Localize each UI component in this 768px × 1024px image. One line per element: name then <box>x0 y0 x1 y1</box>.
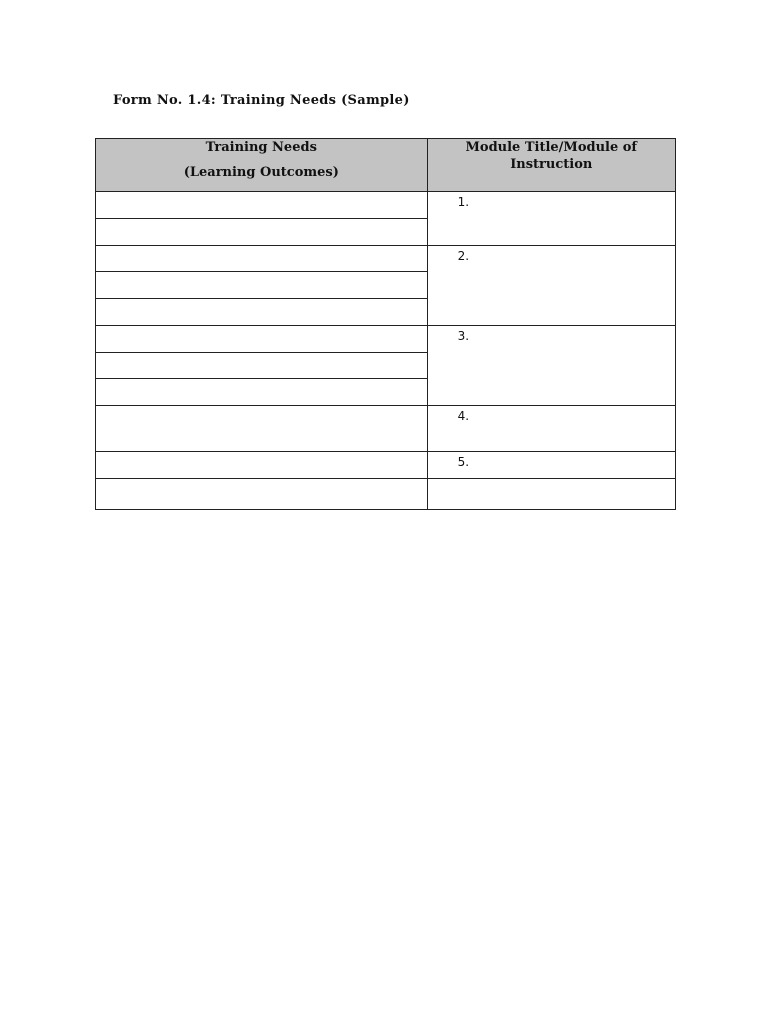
training-need-cell[interactable] <box>96 299 428 326</box>
training-needs-header-line2: (Learning Outcomes) <box>183 165 339 180</box>
training-need-cell[interactable] <box>96 246 428 272</box>
module-cell-empty[interactable] <box>427 479 675 510</box>
module-number-5: 5. <box>457 455 470 469</box>
training-need-cell[interactable] <box>96 219 428 246</box>
training-need-cell[interactable] <box>96 479 428 510</box>
module-cell-3[interactable] <box>427 326 675 406</box>
training-need-cell[interactable] <box>96 406 428 452</box>
training-need-cell[interactable] <box>96 353 428 379</box>
module-number-2: 2. <box>457 249 470 263</box>
module-number-4: 4. <box>457 409 470 423</box>
module-cell-5[interactable] <box>427 452 675 479</box>
module-title-header <box>427 139 675 192</box>
training-needs-table <box>95 138 676 510</box>
training-need-cell[interactable] <box>96 272 428 299</box>
form-title: Form No. 1.4: Training Needs (Sample) <box>113 93 410 108</box>
module-cell-1[interactable] <box>427 192 675 246</box>
training-needs-header <box>96 139 428 192</box>
module-cell-4[interactable] <box>427 406 675 452</box>
training-need-cell[interactable] <box>96 192 428 219</box>
module-number-1: 1. <box>457 195 470 209</box>
module-title-header-line2: Instruction <box>510 157 593 172</box>
module-cell-2[interactable] <box>427 246 675 326</box>
module-title-header-line1: Module Title/Module of <box>465 140 638 155</box>
training-needs-header-line1: Training Needs <box>205 140 317 155</box>
training-need-cell[interactable] <box>96 379 428 406</box>
training-need-cell[interactable] <box>96 452 428 479</box>
module-number-3: 3. <box>457 329 470 343</box>
training-need-cell[interactable] <box>96 326 428 353</box>
